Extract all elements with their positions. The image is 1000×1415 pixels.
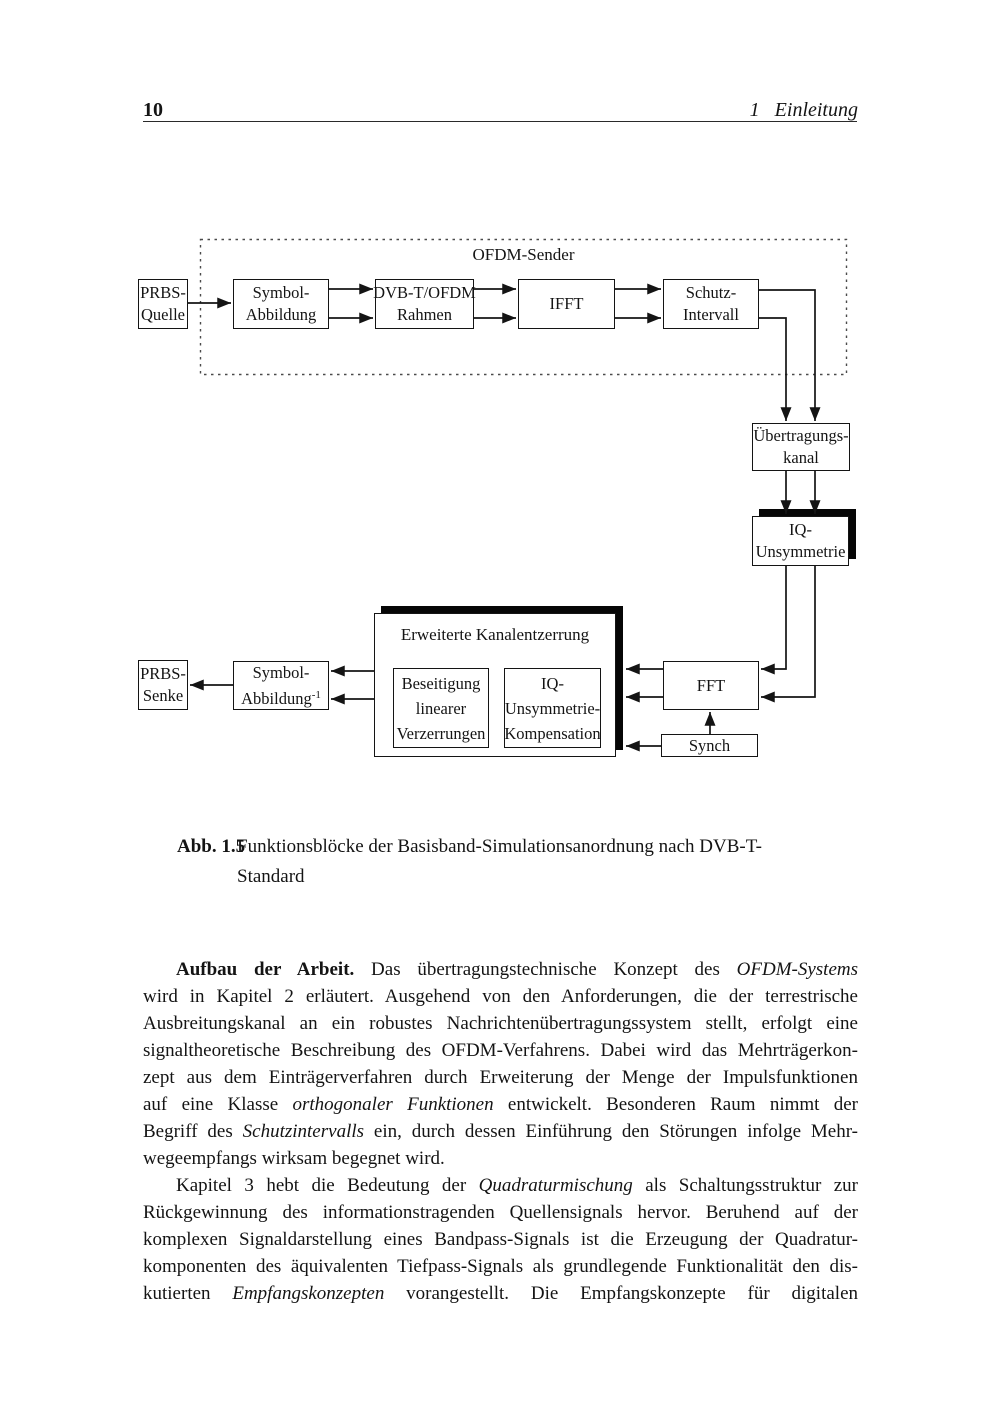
text-line: auf eine Klasse orthogonaler Funktionen entwickelt. Besonderen Raum nimmt der bbox=[143, 1094, 859, 1115]
block-fft: FFT bbox=[663, 661, 759, 710]
block-symbol-abbildung-inverse: Symbol- Abbildung$^{-1}$ bbox=[233, 661, 329, 710]
block-iq-unsymmetrie: IQ- Unsymmetrie bbox=[752, 516, 849, 566]
text-line: Aufbau der Arbeit. Das übertragungstechnische Konzept des OFDM-Systems bbox=[176, 959, 858, 980]
block-prbs-quelle: PRBS- Quelle bbox=[138, 279, 188, 329]
block-dvbt-ofdm-rahmen: DVB-T/OFDM Rahmen bbox=[375, 279, 474, 329]
text-line: signaltheoretische Beschreibung des OFDM-Verfahrens. Dabei wird das Mehrträgerkon- bbox=[143, 1040, 858, 1061]
block-prbs-senke: PRBS- Senke bbox=[138, 660, 188, 710]
header-rule bbox=[143, 121, 857, 122]
block-synch: Synch bbox=[661, 734, 758, 757]
text-line: wird in Kapitel 2 erläutert. Ausgehend von den Anforderungen, die der terrestrische bbox=[143, 986, 858, 1007]
erweiterte-title: Erweiterte Kanalentzerrung bbox=[400, 625, 590, 644]
chapter-number: 1 bbox=[749, 99, 760, 121]
chapter-title: Einleitung bbox=[774, 99, 858, 121]
text-line: Begriff des Schutzintervalls ein, durch dessen Einführung den Störungen infolge Mehr- bbox=[143, 1121, 859, 1142]
block-symbol-abbildung: Symbol- Abbildung bbox=[233, 279, 329, 329]
text-line: komplexen Signaldarstellung eines Bandpass-Signals ist die Erzeugung der Quadratur- bbox=[143, 1229, 858, 1250]
page-number: 10 bbox=[143, 99, 163, 121]
text-line: kutierten Empfangskonzepten vorangestellt. Die Empfangskonzepte für digitalen bbox=[143, 1283, 859, 1304]
block-ifft: IFFT bbox=[518, 279, 615, 329]
block-erweiterte-kanalentzerrung bbox=[374, 613, 616, 757]
caption-text-line2: Standard bbox=[237, 866, 305, 887]
inverse-superscript: -1 bbox=[311, 688, 321, 701]
block-uebertragungskanal: Übertragungs- kanal bbox=[752, 423, 850, 471]
text-line: Rückgewinnung des informationstragenden Quellensignals hervor. Beruhend auf der bbox=[143, 1202, 858, 1223]
text-line: wegeempfangs wirksam begegnet wird. bbox=[143, 1148, 445, 1169]
text-line: Kapitel 3 hebt die Bedeutung der Quadraturmischung als Schaltungsstruktur zur bbox=[176, 1175, 858, 1196]
text-line: komponenten des äquivalenten Tiefpass-Signals als grundlegende Funktionalität den dis- bbox=[143, 1256, 858, 1277]
running-head bbox=[750, 99, 858, 122]
block-beseitigung-verzerrungen: Beseitigung linearer Verzerrungen bbox=[393, 668, 489, 748]
body-text bbox=[143, 956, 858, 1307]
caption-text-line1: Funktionsblöcke der Basisband-Simulationsanordnung nach DVB-T- bbox=[237, 836, 762, 857]
block-iq-unsymmetrie-kompensation: IQ- Unsymmetrie- Kompensation bbox=[504, 668, 601, 748]
text-line: zept aus dem Einträgerverfahren durch Erweiterung der Menge der Impulsfunktionen bbox=[143, 1067, 858, 1088]
text-line: Ausbreitungskanal an ein robustes Nachrichtenübertragungssystem stellt, erfolgt eine bbox=[143, 1013, 858, 1034]
block-schutz-intervall: Schutz- Intervall bbox=[663, 279, 759, 329]
ofdm-sender-group-label: OFDM-Sender bbox=[472, 245, 575, 264]
caption-label: Abb. 1.5 bbox=[177, 836, 246, 857]
